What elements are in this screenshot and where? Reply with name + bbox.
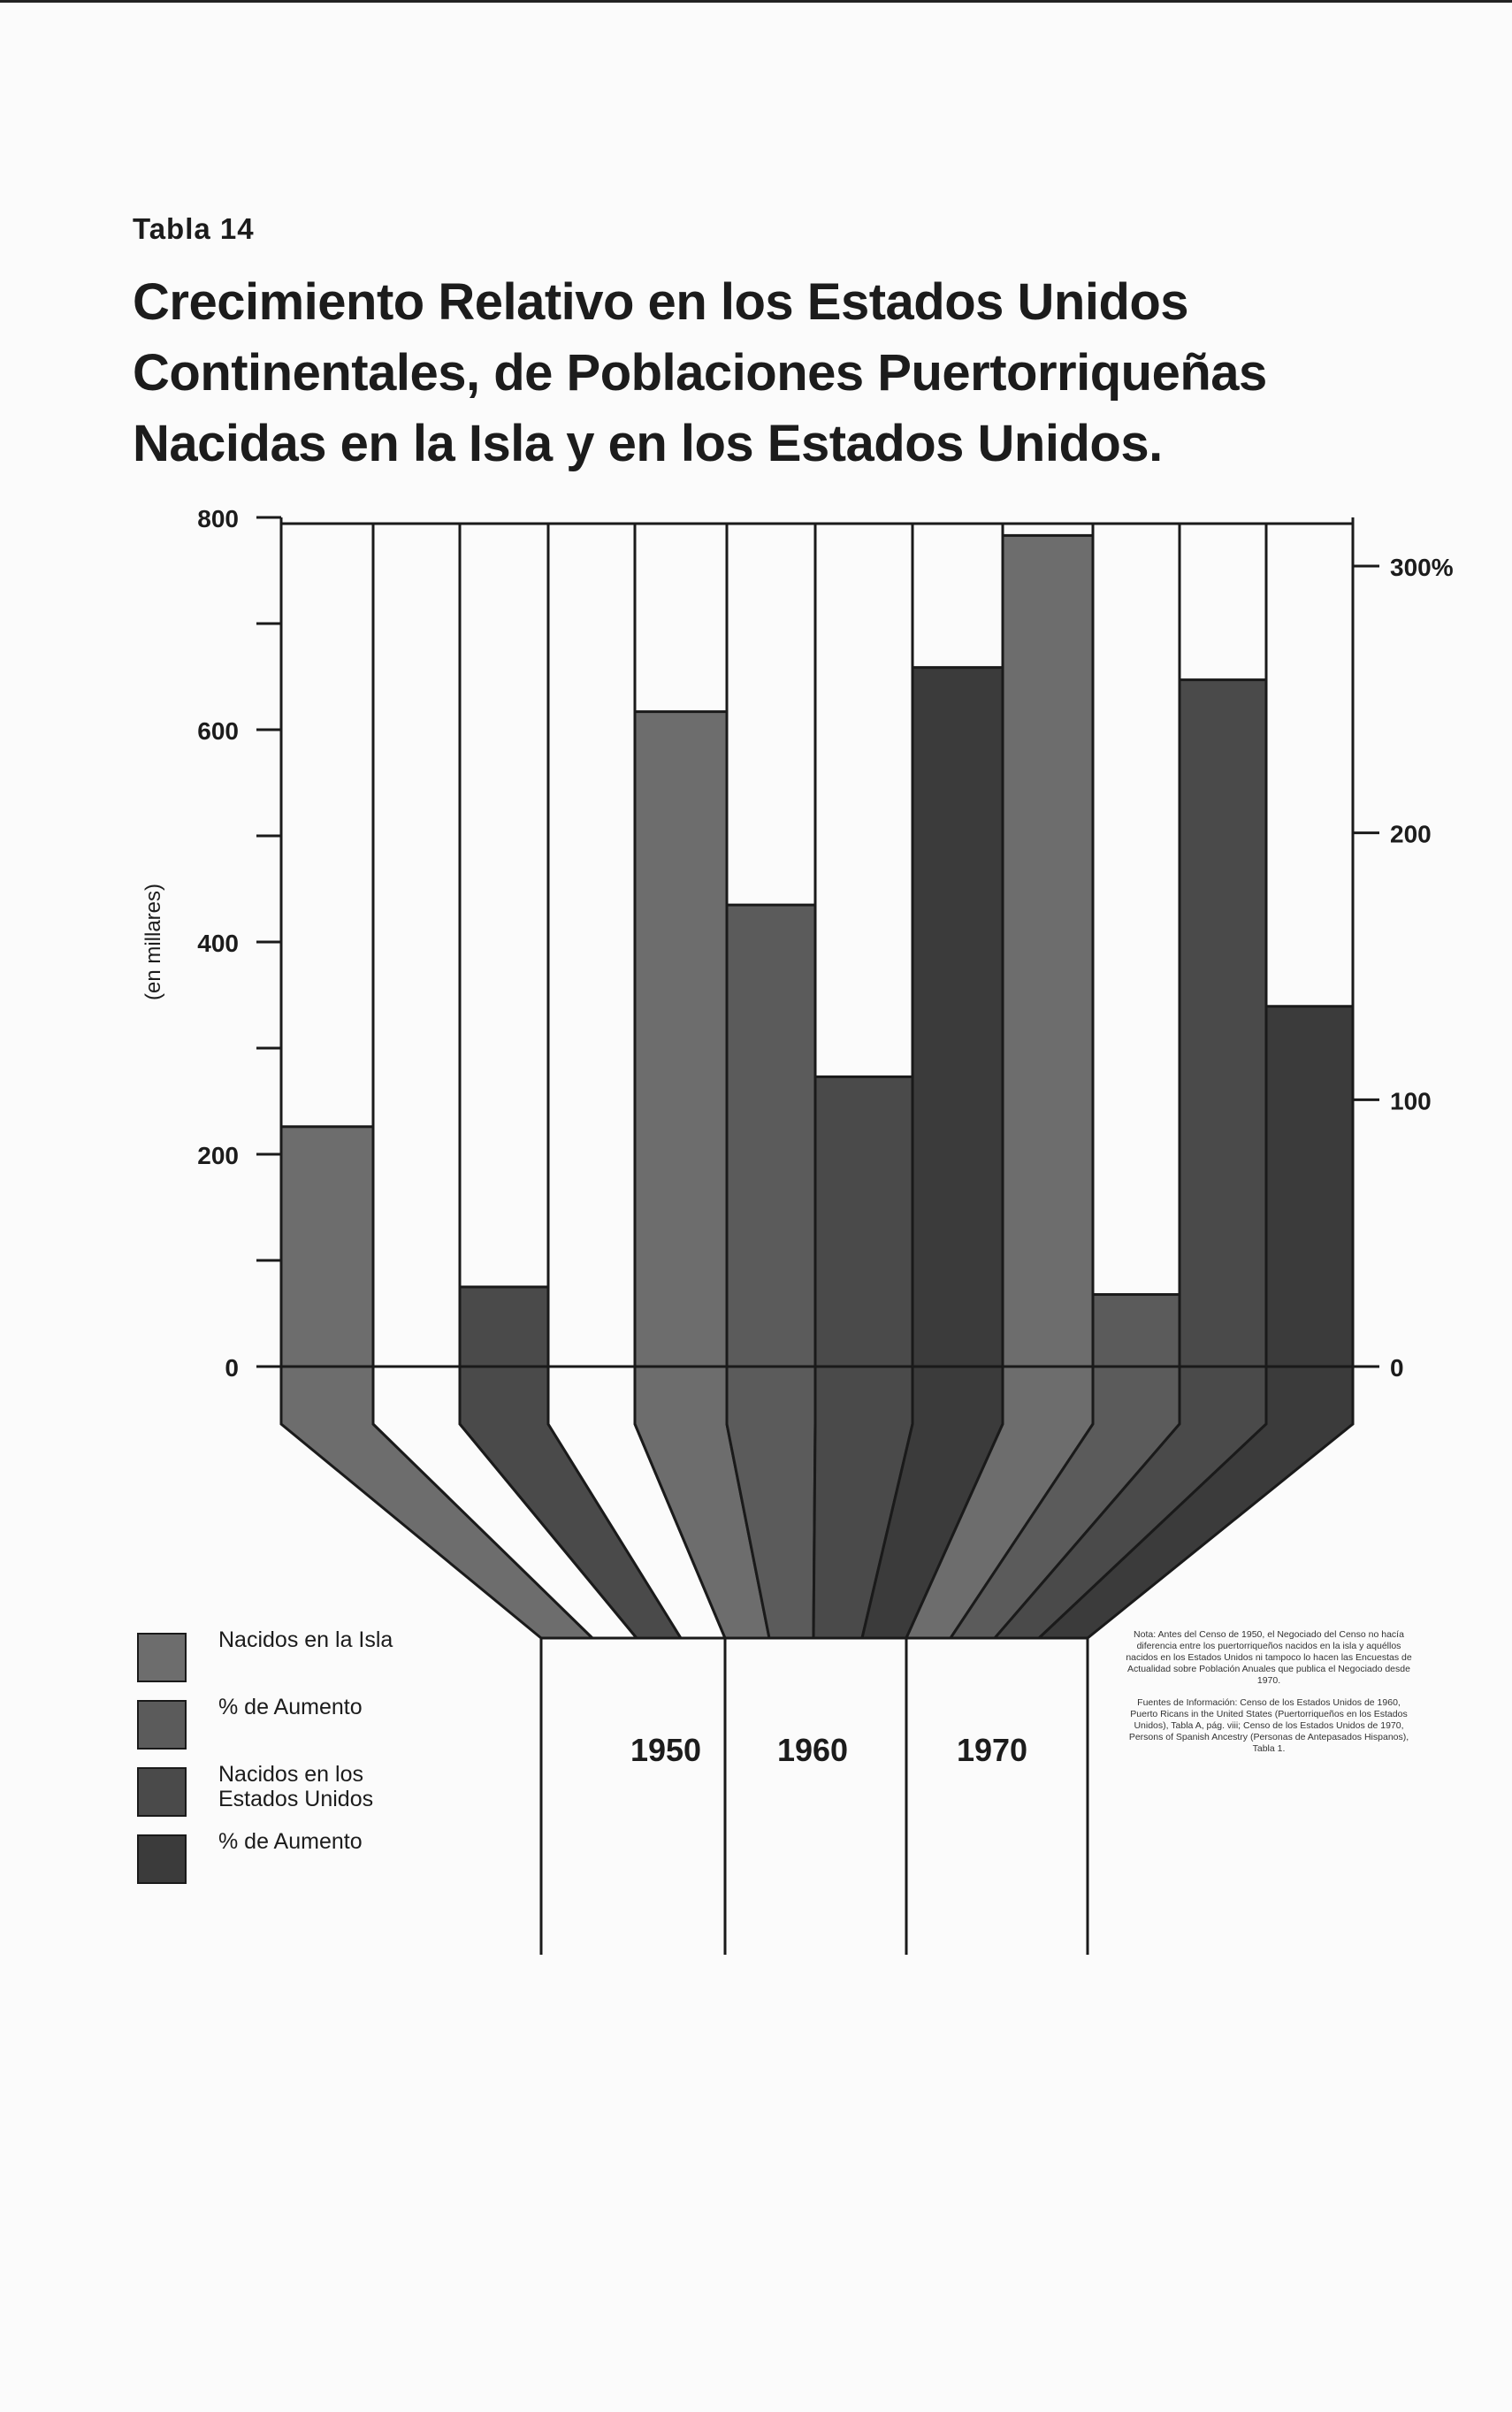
legend-item <box>137 1829 404 1896</box>
right-tick-label: 300% <box>1390 554 1454 581</box>
title-line-2: Continentales, de Poblaciones Puertorriqueñas <box>133 344 1267 402</box>
legend <box>137 1627 404 1896</box>
bar-island-born-1950 <box>281 1127 373 1367</box>
legend-swatch-island-born <box>137 1633 187 1682</box>
year-base <box>541 1638 1088 1955</box>
table-label: Tabla 14 <box>133 212 255 245</box>
legend-item <box>137 1762 404 1829</box>
legend-label: Nacidos en los Estados Unidos <box>218 1762 374 1811</box>
legend-item <box>137 1627 404 1695</box>
bar-us-born-1960 <box>815 1076 913 1367</box>
note-text: Nota: Antes del Censo de 1950, el Negociado del Censo no hacía diferencia entre los puertorriqueños nacidos en la isla y aquéllos nacidos en los Estados Unidos ni tampoco lo hacen las Encuestas de Actualidad sobre Población Anuales que publica el Negociado desde 1970. <box>1126 1629 1412 1686</box>
flow-connectors <box>281 1367 1353 1638</box>
bar-us-pct-1970 <box>1266 1007 1353 1367</box>
year-label-1970: 1970 <box>956 1732 1028 1768</box>
legend-swatch-us-born <box>137 1767 187 1817</box>
bar-us-born-1970 <box>1180 680 1266 1367</box>
sources-text: Fuentes de Información: Censo de los Estados Unidos de 1960, Puerto Ricans in the United States (Puertorriqueños en los Estados Unidos), Tabla A, pág. viii; Censo de los Estados Unidos de 1970, Persons of Spanish Ancestry (Personas de Antepasados Hispanos), Tabla 1. <box>1128 1697 1409 1754</box>
year-label-1950: 1950 <box>630 1732 702 1768</box>
bar-island-pct-1960 <box>727 905 815 1367</box>
footnote <box>1123 1629 1415 1765</box>
bar-island-pct-1970 <box>1093 1295 1180 1367</box>
right-tick-label: 200 <box>1390 820 1432 848</box>
year-base-box <box>541 1638 1088 1955</box>
bar-island-born-1970 <box>1003 535 1093 1367</box>
left-tick-label: 400 <box>197 930 239 957</box>
column-frame-9 <box>1093 524 1180 1367</box>
left-tick-label: 200 <box>197 1142 239 1169</box>
bar-island-born-1960 <box>635 712 727 1367</box>
column-frame-2 <box>460 524 548 1367</box>
legend-label: % de Aumento <box>218 1695 363 1719</box>
column-bars <box>281 524 1353 1367</box>
title-line-1: Crecimiento Relativo en los Estados Unidos <box>133 273 1189 331</box>
column-frame-3 <box>548 524 635 1367</box>
legend-swatch-island-pct <box>137 1700 187 1750</box>
title-line-3: Nacidas en la Isla y en los Estados Unidos. <box>133 415 1163 472</box>
legend-label: % de Aumento <box>218 1829 363 1854</box>
column-frame-1 <box>373 524 460 1367</box>
bar-us-pct-1960 <box>913 668 1003 1367</box>
year-label-1960: 1960 <box>776 1732 849 1768</box>
left-tick-label: 800 <box>197 505 239 532</box>
legend-swatch-us-pct <box>137 1834 187 1884</box>
left-tick-label: 600 <box>197 717 239 745</box>
left-tick-label: 0 <box>225 1354 239 1382</box>
bar-us-born-1950 <box>460 1287 548 1367</box>
left-axis-label: (en millares) <box>141 883 165 1001</box>
right-tick-label: 0 <box>1390 1354 1404 1382</box>
legend-label: Nacidos en la Isla <box>218 1627 393 1652</box>
right-tick-label: 100 <box>1390 1087 1432 1115</box>
legend-item <box>137 1695 404 1762</box>
